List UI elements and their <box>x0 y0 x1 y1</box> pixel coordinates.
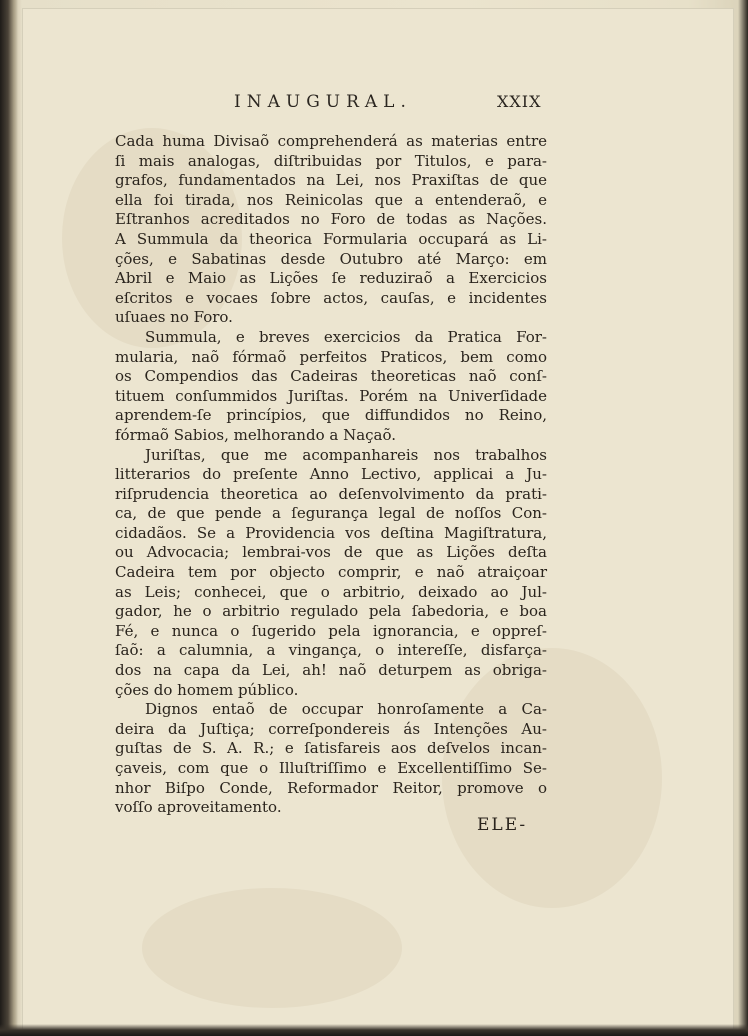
text-line: voſſo aproveitamento. <box>115 798 282 817</box>
text-line: ſi mais analogas, diſtribuidas por Titulos, e para- <box>115 151 547 170</box>
text-line: Juriſtas, que me acompanhareis nos trabalhos <box>145 445 547 464</box>
paragraph <box>115 328 547 446</box>
text-line: ella foi tirada, nos Reinicolas que a entenderaõ, e <box>115 190 547 209</box>
text-line: ções do homem público. <box>115 680 299 699</box>
binding-gutter <box>0 0 18 1036</box>
catchword: ELE- <box>477 815 528 835</box>
text-line: mularia, naõ fórmaõ perfeitos Praticos, bem como <box>115 347 547 366</box>
text-line: gador, he o arbitrio regulado pela ſabedoria, e boa <box>115 602 547 621</box>
paragraph <box>115 700 547 818</box>
text-line: os Compendios das Cadeiras theoreticas naõ conſ- <box>115 367 547 386</box>
text-line: eſcritos e vocaes ſobre actos, cauſas, e incidentes <box>115 288 547 307</box>
text-line: as Leis; conhecei, que o arbitrio, deixado ao Jul- <box>115 582 547 601</box>
text-line: guſtas de S. A. R.; e ſatisfareis aos deſvelos incan- <box>115 739 547 758</box>
page-number: XXIX <box>497 92 542 111</box>
text-line: nhor Biſpo Conde, Reformador Reitor, promove o <box>115 778 547 797</box>
text-line: ſaõ: a calumnia, a vingança, o intereſſe, disfarça- <box>115 641 547 660</box>
text-line: ou Advocacia; lembrai-vos de que as Lições deſta <box>115 543 547 562</box>
text-line: Cada huma Divisaõ comprehenderá as materias entre <box>115 132 547 150</box>
running-title: INAUGURAL. <box>234 92 412 112</box>
paper-stain <box>142 888 402 1008</box>
paragraph <box>115 132 547 328</box>
text-line: A Summula da theorica Formularia occupará as Li- <box>115 229 547 248</box>
text-line: Summula, e breves exercicios da Pratica For- <box>145 327 547 346</box>
text-line: litterarios do preſente Anno Lectivo, applicai a Ju- <box>115 465 547 484</box>
text-line: Cadeira tem por objecto comprir, e naõ atraiçoar <box>115 563 547 582</box>
paragraph <box>115 446 547 701</box>
text-line: çaveis, com que o Illuſtriſſimo e Excellentiſſimo Se- <box>115 759 547 777</box>
text-line: riſprudencia theoretica ao deſenvolvimento da prati- <box>115 484 547 503</box>
text-line: Abril e Maio as Lições ſe reduziraõ a Exercicios <box>115 269 547 288</box>
text-line: cidadãos. Se a Providencia vos deſtina Magiſtratura, <box>115 523 547 542</box>
body-text <box>115 132 547 818</box>
text-line: ções, e Sabatinas desde Outubro até Março: em <box>115 249 547 268</box>
text-line: ca, de que pende a ſegurança legal de noſſos Con- <box>115 504 547 523</box>
page-edge-shadow <box>738 0 748 1036</box>
text-line: aprendem-ſe princípios, que diffundidos no Reino, <box>115 406 547 425</box>
text-line: fórmaõ Sabios, melhorando a Naçaõ. <box>115 425 397 444</box>
text-line: Fé, e nunca o ſugerido pela ignorancia, e oppreſ- <box>115 621 547 640</box>
page-bottom-shadow <box>0 1024 748 1036</box>
text-line: deira da Juſtiça; correſpondereis ás Intenções Au- <box>115 719 547 738</box>
text-line: Dignos entaõ de occupar honroſamente a Ca- <box>145 700 547 719</box>
text-line: grafos, fundamentados na Lei, nos Praxiſtas de que <box>115 171 547 190</box>
text-line: tituem conſummidos Juriſtas. Porém na Univerſidade <box>115 386 547 405</box>
text-line: Eſtranhos acreditados no Foro de todas as Nações. <box>115 210 547 229</box>
text-line: uſuaes no Foro. <box>115 308 233 327</box>
text-line: dos na capa da Lei, ah! naõ deturpem as obriga- <box>115 661 547 680</box>
